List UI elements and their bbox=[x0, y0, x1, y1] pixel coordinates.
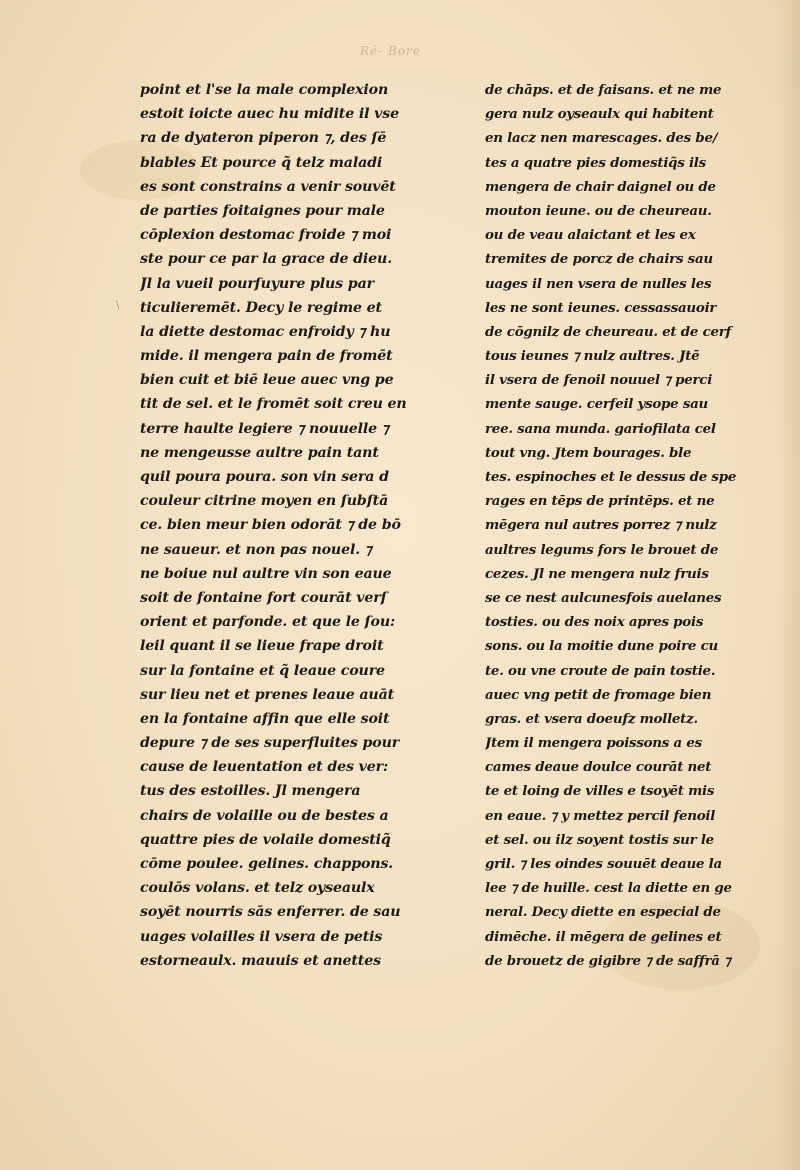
text-line-left: ne saueur. et non pas nouel. ⁊ bbox=[140, 541, 372, 558]
text-line-right: il vsera de fenoil nouuel ⁊ perci bbox=[485, 372, 713, 389]
text-line-right: les ne sont ieunes. cessassauoir bbox=[485, 299, 717, 316]
text-line-left: leil quant il se lieue frape droit bbox=[140, 638, 384, 655]
text-line-left: depure ⁊ de ses superfluites pour bbox=[140, 735, 400, 752]
faint-header: Ré- Bore bbox=[360, 44, 421, 58]
text-line-left: Jl la vueil pourſuyure plus par bbox=[140, 275, 374, 292]
text-line-right: tremites de porcz de chairs sau bbox=[485, 251, 713, 268]
text-line-right: mouton ieune. ou de cheureau. bbox=[485, 202, 712, 219]
text-line-right: mengera de chair daignel ou de bbox=[485, 178, 716, 195]
text-line-right: lee ⁊ de huille. cest la diette en ge bbox=[485, 880, 732, 897]
text-line-left: orient et parfonde. et que le ſou: bbox=[140, 614, 396, 631]
text-line-left: ste pour ce par la grace de dieu. bbox=[140, 251, 392, 268]
text-line-right: sons. ou la moitie dune poire cu bbox=[485, 638, 718, 655]
text-line-left: ra de dyateron piperon ⁊, des ſē bbox=[140, 130, 387, 147]
text-line-left: sur lieu net et prenes leaue auāt bbox=[140, 686, 395, 703]
text-line-left: ticulieremēt. Decy le regime et bbox=[140, 299, 382, 316]
text-line-right: et sel. ou ilz soyent tostis sur le bbox=[485, 831, 714, 848]
text-line-right: rages en tēps de printēps. et ne bbox=[485, 493, 715, 510]
text-line-left: de parties foitaignes pour male bbox=[140, 202, 385, 219]
text-line-left: quattre pies de volaile domestiq̃ bbox=[140, 831, 391, 848]
text-line-right: en eaue. ⁊ y mettez percil fenoil bbox=[485, 807, 716, 824]
text-line-left: ne mengeusse aultre pain tant bbox=[140, 444, 379, 461]
text-line-left: ce. bien meur bien odorāt ⁊ de bō bbox=[140, 517, 401, 534]
text-line-left: soyēt nourris sās enferrer. de sau bbox=[140, 904, 401, 921]
text-line-right: mēgera nul autres porrez ⁊ nulz bbox=[485, 517, 717, 534]
text-line-right: gril. ⁊ les oindes souuēt deaue la bbox=[485, 856, 722, 872]
text-line-left: en la fontaine affin que elle soit bbox=[140, 710, 390, 727]
text-line-right: uages il nen vsera de nulles les bbox=[485, 275, 712, 292]
text-line-right: tosties. ou des noix apres pois bbox=[485, 614, 704, 631]
text-line-left: point et l'se la male complexion bbox=[140, 82, 389, 98]
text-line-left: terre haulte legiere ⁊ nouuelle ⁊ bbox=[140, 420, 389, 437]
text-line-left: uages volailles il vsera de petis bbox=[140, 928, 383, 945]
text-line-left: bien cuit et biē leue auec vng pe bbox=[140, 372, 394, 389]
text-line-left: tit de sel. et le fromēt soit creu en bbox=[140, 396, 407, 413]
text-line-right: en lacz nen marescages. des be/ bbox=[485, 130, 718, 147]
text-line-left: cause de leuentation et des ver: bbox=[140, 759, 389, 776]
text-line-right: de cōgnilz de cheureau. et de cerf bbox=[485, 323, 732, 340]
text-line-right: de chāps. et de faisans. et ne me bbox=[485, 82, 722, 98]
text-line-right: dimēche. il mēgera de gelines et bbox=[485, 928, 722, 945]
text-line-right: ou de veau alaictant et les ex bbox=[485, 227, 696, 244]
text-line-left: estorneaulx. mauuis et anettes bbox=[140, 952, 381, 969]
text-line-right: Jtem il mengera poissons a es bbox=[485, 735, 702, 752]
left-text-column bbox=[140, 78, 465, 973]
text-line-left: cōplexion destomac froide ⁊ moi bbox=[140, 227, 392, 244]
text-line-right: cezes. Jl ne mengera nulz fruis bbox=[485, 565, 709, 582]
text-line-left: coulōs volans. et telz oyseaulx bbox=[140, 880, 375, 897]
text-line-left: cōme poulee. gelines. chappons. bbox=[140, 856, 394, 872]
text-line-left: chairs de volaille ou de bestes a bbox=[140, 807, 389, 824]
text-line-left: blables Et pource q̃ telz maladi bbox=[140, 154, 383, 171]
text-line-right: tes a quatre pies domestiq̃s ils bbox=[485, 154, 706, 171]
text-line-right: auec vng petit de fromage bien bbox=[485, 686, 712, 703]
text-line-left: soit de fontaine fort courāt verſ bbox=[140, 589, 387, 606]
text-line-right: aultres legums fors le brouet de bbox=[485, 541, 719, 558]
text-line-left: ne boiue nul aultre vin son eaue bbox=[140, 565, 392, 582]
text-line-left: la diette destomac enfroidy ⁊ hu bbox=[140, 323, 391, 340]
text-line-right: te. ou vne croute de pain tostie. bbox=[485, 662, 716, 679]
text-line-right: gras. et vsera doeufz molletz. bbox=[485, 710, 698, 727]
right-text-column bbox=[485, 78, 785, 973]
text-line-right: te et loing de villes e tsoyēt mis bbox=[485, 783, 715, 800]
text-line-left: mide. il mengera pain de fromēt bbox=[140, 348, 393, 365]
text-line-right: tous ieunes ⁊ nulz aultres. Jtē bbox=[485, 348, 700, 365]
text-line-right: de brouetz de gigibre ⁊ de saffrā ⁊ bbox=[485, 952, 731, 969]
text-line-left: couleur citrine moyen en ſubſtā bbox=[140, 493, 389, 510]
text-line-right: se ce nest aulcunesfois auelanes bbox=[485, 589, 722, 606]
text-line-left: sur la fontaine et q̃ leaue coure bbox=[140, 662, 385, 679]
text-line-right: gera nulz oyseaulx qui habitent bbox=[485, 106, 714, 123]
text-line-right: tes. espinoches et le dessus de spe bbox=[485, 469, 737, 485]
text-line-left: estoit ioicte auec hu midite il vse bbox=[140, 106, 399, 123]
margin-mark: \ bbox=[116, 300, 120, 311]
text-line-left: quil poura poura. son vin sera d bbox=[140, 469, 389, 485]
text-line-right: cames deaue doulce courāt net bbox=[485, 759, 712, 776]
text-line-left: tus des estoilles. Jl mengera bbox=[140, 783, 361, 800]
page-edge-shadow bbox=[778, 0, 800, 1170]
text-line-left: es sont constrains a venir souvēt bbox=[140, 178, 396, 195]
text-line-right: neral. Decy diette en especial de bbox=[485, 904, 721, 921]
text-line-right: mente sauge. cerfeil ysope sau bbox=[485, 396, 709, 413]
text-line-right: ree. sana munda. gariofilata cel bbox=[485, 420, 716, 437]
text-line-right: tout vng. Jtem bourages. ble bbox=[485, 444, 692, 461]
